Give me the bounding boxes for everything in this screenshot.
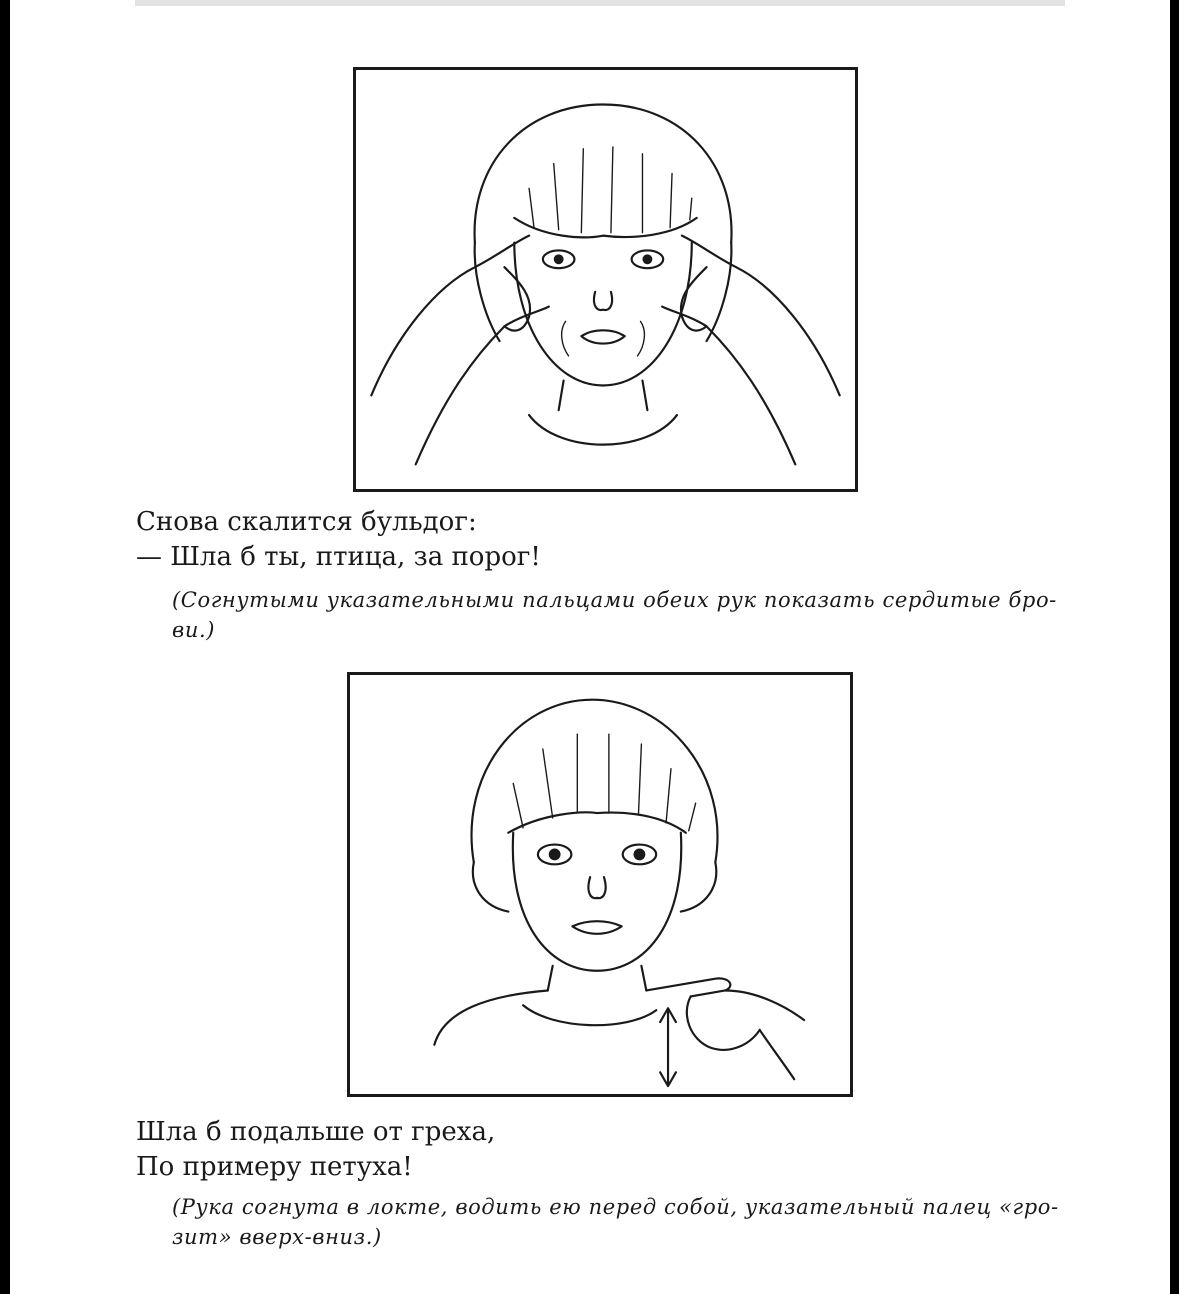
stanza2-note-line-1: (Рука согнута в локте, водить ею перед собой, указательный палец «гро- (172, 1195, 1059, 1219)
stanza1-instruction (172, 585, 1072, 645)
illustration-angry-eyebrows (353, 67, 858, 492)
book-page (10, 0, 1170, 1294)
stanza1-line-1: Снова скалится бульдог: (136, 507, 477, 537)
child-drawing-finger (350, 675, 850, 1094)
top-edge (135, 0, 1065, 6)
stanza2-instruction (172, 1192, 1072, 1252)
stanza2-line-2: По примеру петуха! (136, 1152, 413, 1182)
stanza2-verse (136, 1115, 1096, 1185)
stanza2-line-1: Шла б подальше от греха, (136, 1117, 496, 1147)
child-drawing-eyebrows (356, 70, 855, 489)
stanza2-note-line-2: зит» вверх-вниз.) (172, 1225, 382, 1249)
stanza1-note-line-1: (Согнутыми указательными пальцами обеих рук показать сердитые бро- (172, 588, 1057, 612)
stanza1-note-line-2: ви.) (172, 618, 216, 642)
stanza1-verse (136, 505, 1096, 575)
stanza1-line-2: — Шла б ты, птица, за порог! (136, 542, 541, 572)
illustration-finger-wag (347, 672, 853, 1097)
